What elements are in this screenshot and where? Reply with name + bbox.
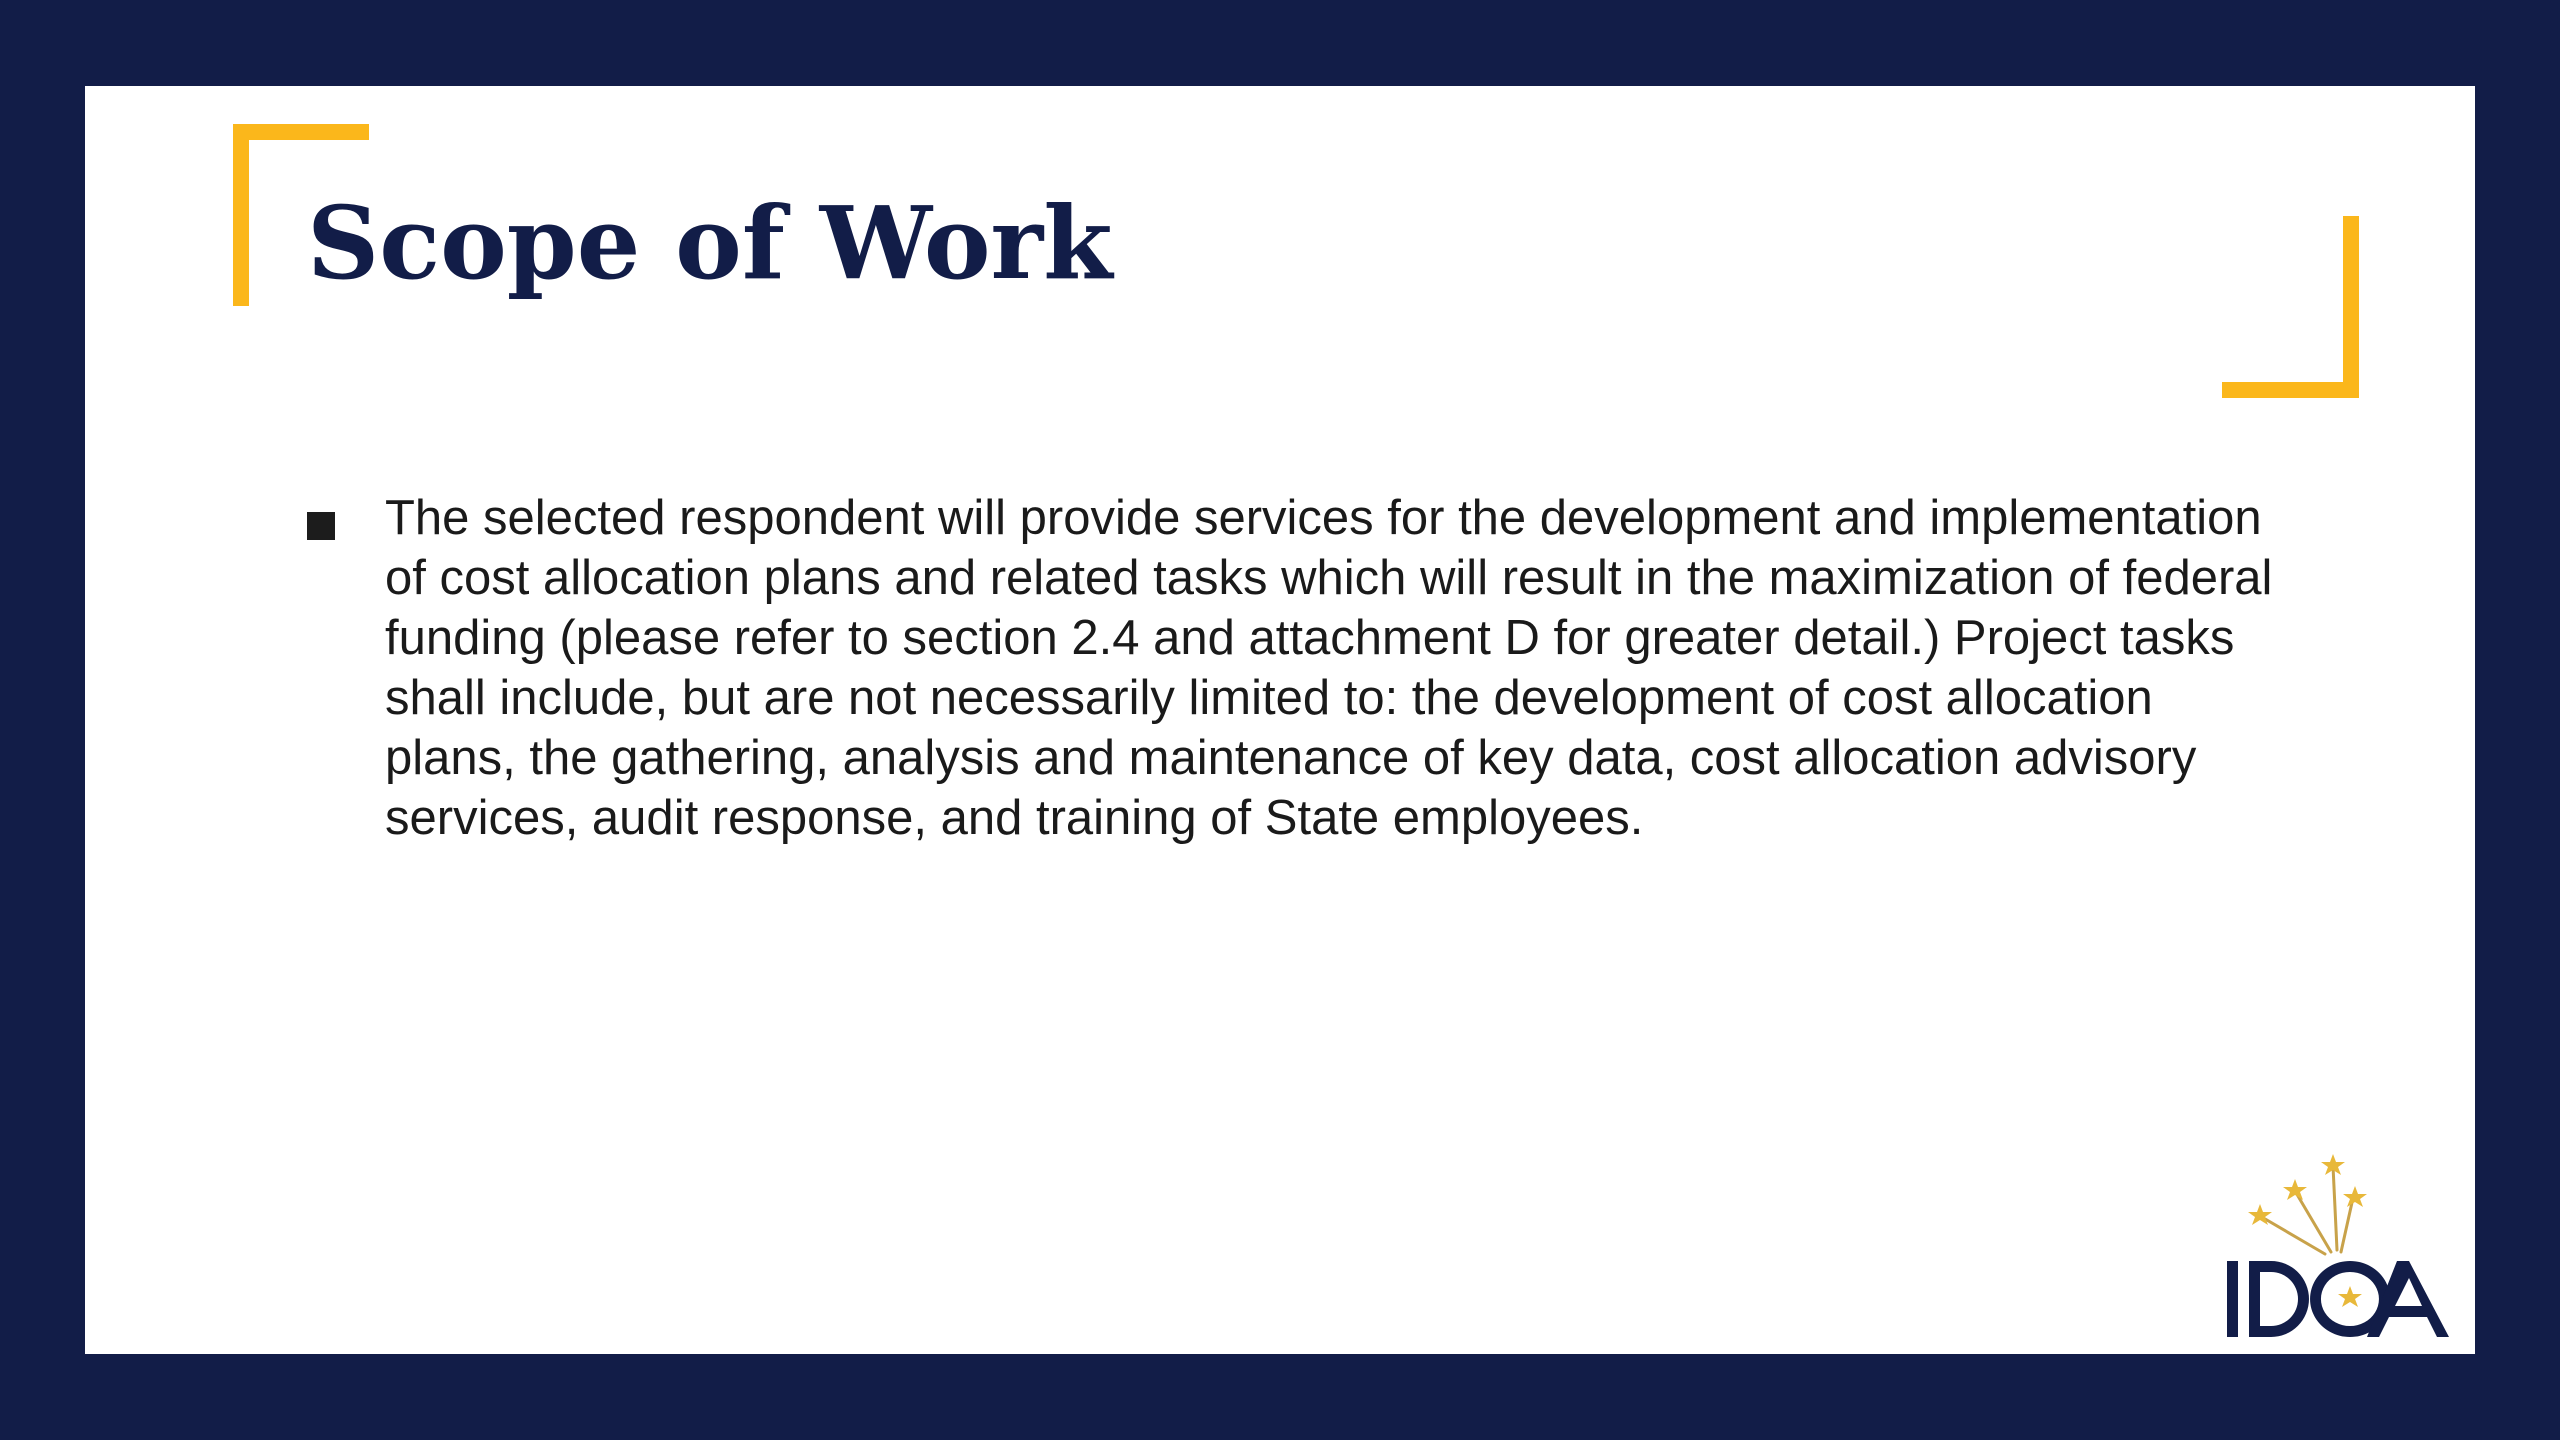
slide: [85, 86, 2475, 1354]
idoa-logo-icon: [2225, 1146, 2450, 1341]
corner-bracket-bottom-right: [2222, 216, 2359, 398]
slide-title: Scope of Work: [307, 184, 1113, 302]
bullet-list: [307, 488, 2287, 848]
square-bullet-icon: [307, 512, 335, 540]
bullet-item: [307, 488, 2287, 848]
bullet-text: The selected respondent will provide services for the development and implementation of cost allocation plans and related tasks which will result in the maximization of federal funding (please refer to section 2.4 and attachment D for greater detail.) Project tasks shall include, but are not necessarily limited to: the development of cost allocation plans, the gathering, analysis and maintenance of key data, cost allocation advisory services, audit response, and training of State employees.: [385, 491, 2273, 845]
